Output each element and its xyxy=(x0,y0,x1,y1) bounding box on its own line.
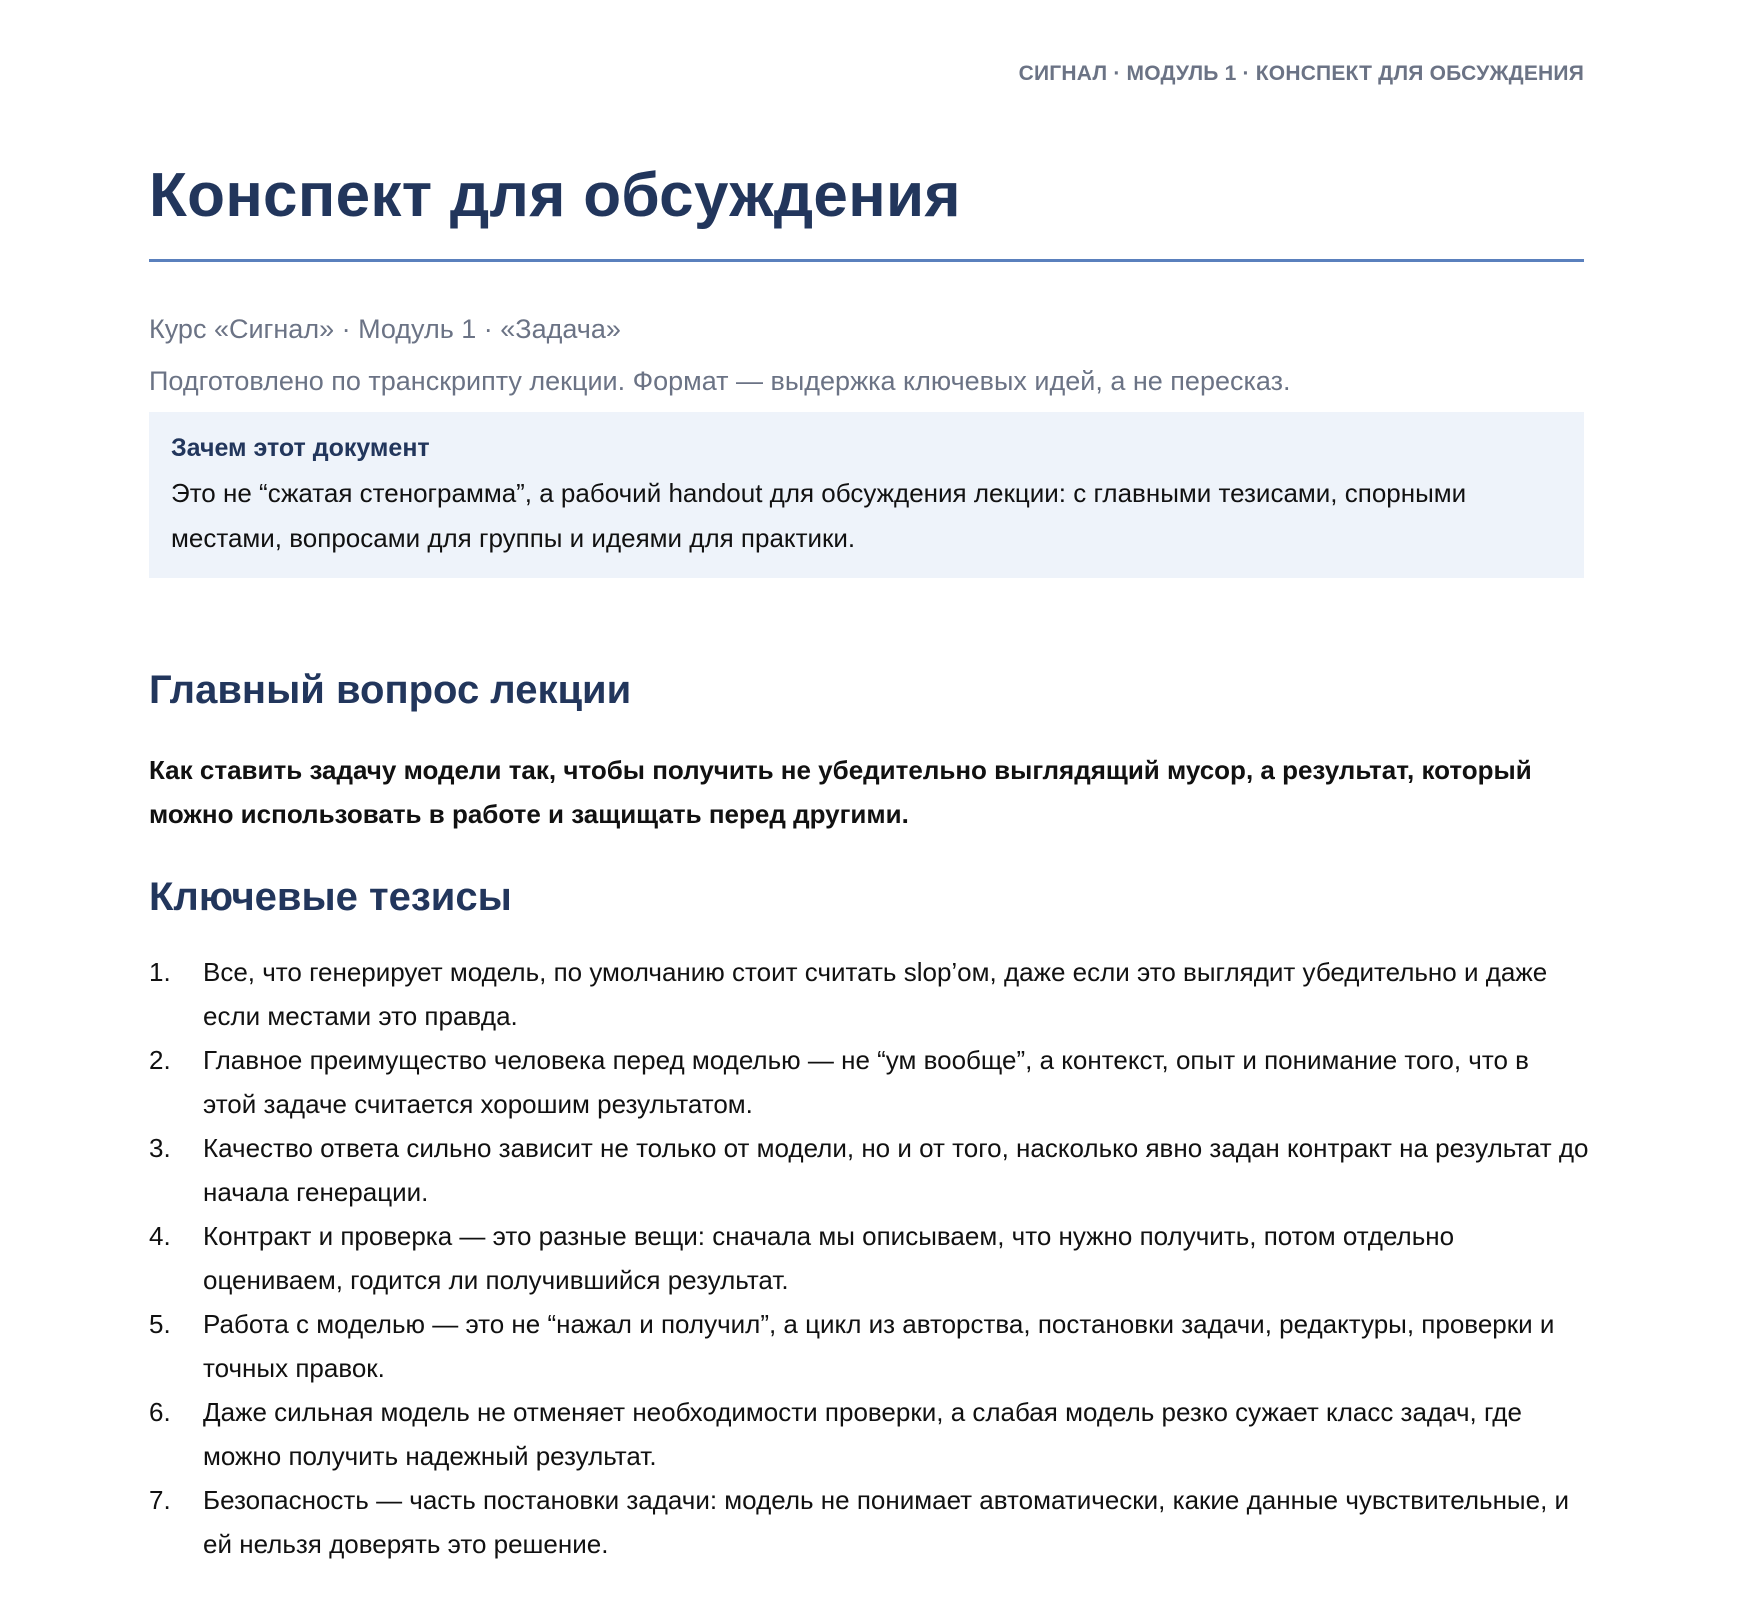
item-text: Безопасность — часть постановки задачи: модель не понимает автоматически, какие данные чувствительные, и ей нельзя доверять это решение. xyxy=(203,1485,1570,1559)
list-item xyxy=(149,1126,1589,1214)
list-item xyxy=(149,1214,1589,1302)
item-number: 7. xyxy=(149,1485,171,1515)
list-item xyxy=(149,1478,1589,1566)
list-item xyxy=(149,1038,1589,1126)
title-divider xyxy=(149,259,1584,262)
running-header: СИГНАЛ · МОДУЛЬ 1 · КОНСПЕКТ ДЛЯ ОБСУЖДЕНИЯ xyxy=(1018,62,1584,85)
item-number: 3. xyxy=(149,1133,171,1163)
item-text: Работа с моделью — это не “нажал и получил”, а цикл из авторства, постановки задачи, редактуры, проверки и точных правок. xyxy=(203,1309,1555,1383)
item-text: Даже сильная модель не отменяет необходимости проверки, а слабая модель резко сужает класс задач, где можно получить надежный результат. xyxy=(203,1397,1522,1471)
callout-title: Зачем этот документ xyxy=(171,434,430,462)
main-question-heading: Главный вопрос лекции xyxy=(149,668,632,712)
theses-heading: Ключевые тезисы xyxy=(149,875,512,919)
list-item xyxy=(149,1302,1589,1390)
main-question-text: Как ставить задачу модели так, чтобы получить не убедительно выглядящий мусор, а результат, который можно использовать в работе и защищать перед другими. xyxy=(149,755,1532,829)
preparation-note: Подготовлено по транскрипту лекции. Формат — выдержка ключевых идей, а не пересказ. xyxy=(149,366,1291,396)
item-number: 2. xyxy=(149,1045,171,1075)
purpose-callout xyxy=(149,412,1584,578)
item-number: 6. xyxy=(149,1397,171,1427)
theses-list xyxy=(149,950,1589,1566)
callout-text: Это не “сжатая стенограмма”, а рабочий handout для обсуждения лекции: с главными тезисами, спорными местами, вопросами для группы и идеями для практики. xyxy=(171,478,1467,553)
course-meta: Курс «Сигнал» · Модуль 1 · «Задача» xyxy=(149,314,621,344)
item-number: 5. xyxy=(149,1309,171,1339)
page-title: Конспект для обсуждения xyxy=(149,161,961,230)
item-number: 4. xyxy=(149,1221,171,1251)
list-item xyxy=(149,950,1589,1038)
item-text: Контракт и проверка — это разные вещи: сначала мы описываем, что нужно получить, потом отдельно оцениваем, годится ли получившийся результат. xyxy=(203,1221,1455,1295)
item-text: Качество ответа сильно зависит не только от модели, но и от того, насколько явно задан контракт на результат до начала генерации. xyxy=(203,1133,1589,1207)
item-text: Главное преимущество человека перед моделью — не “ум вообще”, а контекст, опыт и понимание того, что в этой задаче считается хорошим результатом. xyxy=(203,1045,1529,1119)
item-text: Все, что генерирует модель, по умолчанию стоит считать slop’ом, даже если это выглядит убедительно и даже если местами это правда. xyxy=(203,957,1548,1031)
item-number: 1. xyxy=(149,957,171,987)
list-item xyxy=(149,1390,1589,1478)
